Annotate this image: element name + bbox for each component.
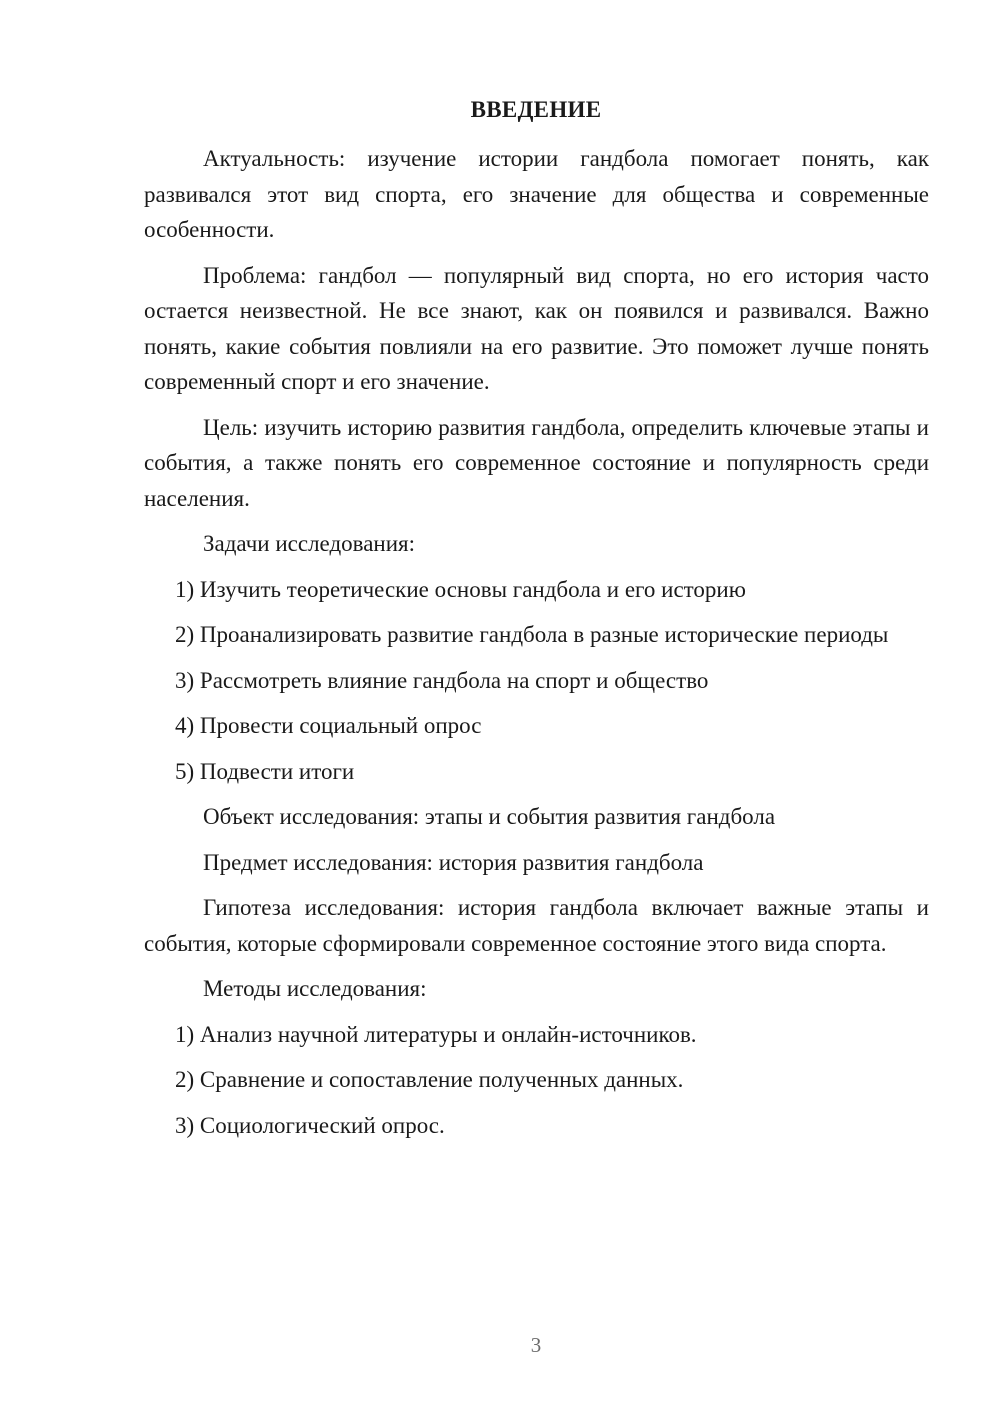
paragraph-subject: Предмет исследования: история развития гандбола [203, 849, 704, 875]
method-item: 1) Анализ научной литературы и онлайн-источников. [175, 1021, 697, 1047]
method-item: 2) Сравнение и сопоставление полученных данных. [175, 1067, 684, 1092]
paragraph-hypothesis: Гипотеза исследования: история гандбола включает важные этапы и события, которые сформировали современное состояние этого вида спорта. [144, 895, 929, 956]
section-heading: ВВЕДЕНИЕ [470, 97, 602, 122]
method-item: 3) Социологический опрос. [175, 1112, 445, 1138]
task-item: 3) Рассмотреть влияние гандбола на спорт и общество [175, 667, 709, 693]
document-body [144, 141, 929, 1153]
paragraph-object: Объект исследования: этапы и события развития гандбола [203, 804, 776, 829]
task-item: 4) Провести социальный опрос [175, 713, 482, 738]
task-item: 5) Подвести итоги [175, 758, 355, 784]
task-item: 1) Изучить теоретические основы гандбола и его историю [175, 576, 746, 602]
methods-title: Методы исследования: [203, 976, 427, 1001]
paragraph-problem: Проблема: гандбол — популярный вид спорта, но его история часто остается неизвестной. Не все знают, как он появился и развивался. Важно понять, какие события повлияли на его развитие. Это поможет лучше понять современный спорт и его значение. [144, 262, 929, 394]
paragraph-relevance: Актуальность: изучение истории гандбола помогает понять, как развивался этот вид спорта, его значение для общества и современные особенности. [144, 146, 929, 242]
page-number: 3 [530, 1333, 542, 1357]
tasks-title: Задачи исследования: [203, 531, 416, 556]
paragraph-goal: Цель: изучить историю развития гандбола, определить ключевые этапы и события, а также понять его современное состояние и популярность среди населения. [144, 414, 929, 511]
task-item: 2) Проанализировать развитие гандбола в разные исторические периоды [175, 622, 889, 647]
